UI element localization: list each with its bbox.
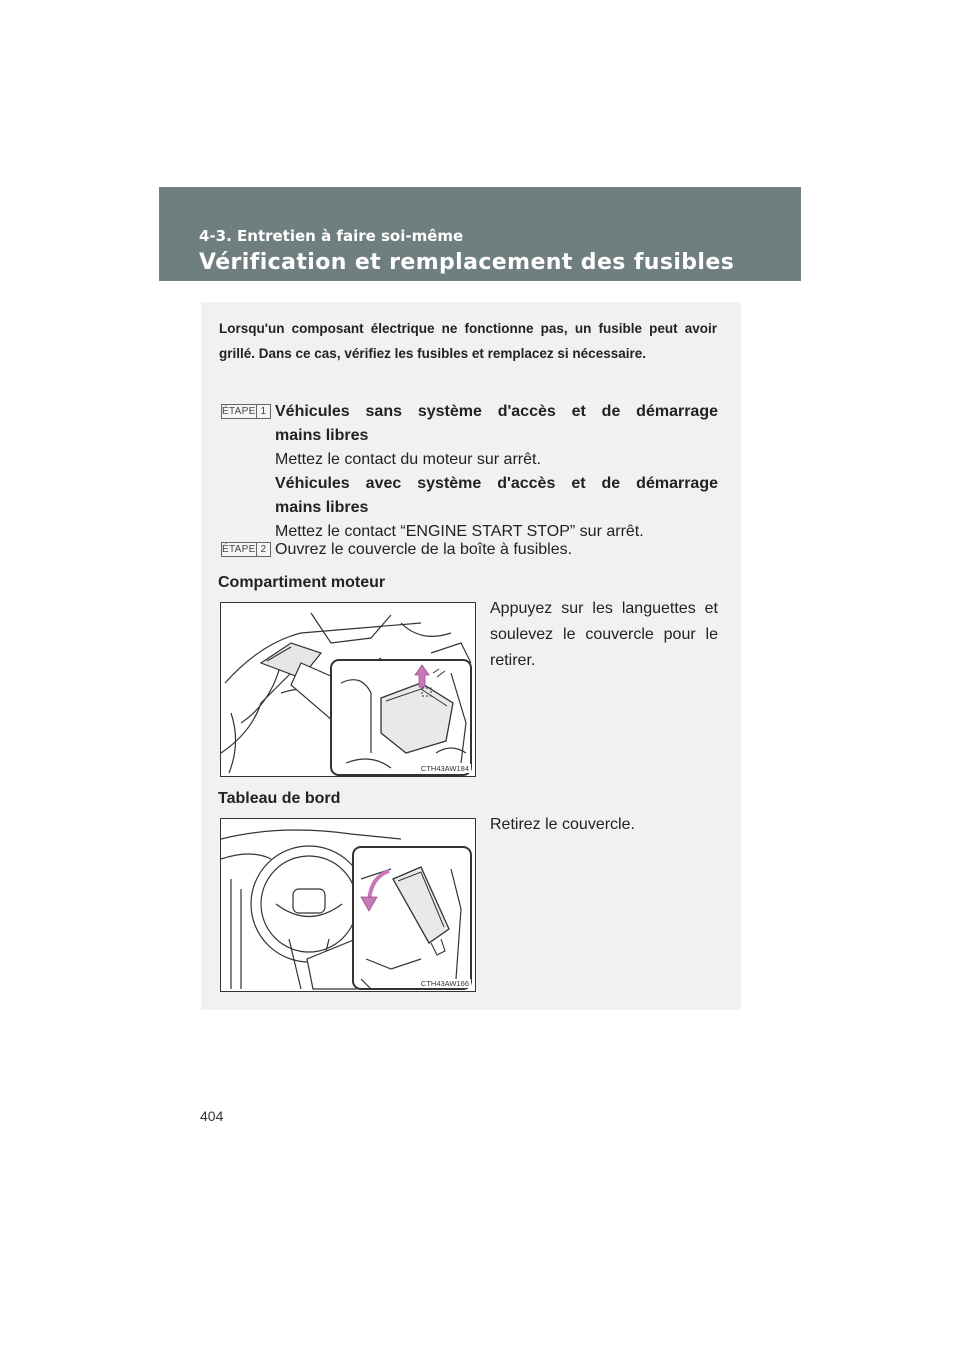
- step-badge-number: 1: [260, 406, 267, 417]
- step-1-condition-2-cont: mains libres: [275, 499, 369, 516]
- page-title: Vérification et remplacement des fusibles: [199, 250, 735, 275]
- step-2-text: Ouvrez le couvercle de la boîte à fusibles.: [275, 541, 573, 558]
- page-number: 404: [200, 1108, 224, 1124]
- step-badge-word: ÉTAPE: [222, 406, 256, 417]
- engine-caption: Appuyez sur les languettes et soulevez le couvercle pour le retirer.: [490, 600, 718, 669]
- step-1-condition-2: Véhicules avec système d'accès et de démarrage: [275, 475, 718, 492]
- section-heading-dashboard: Tableau de bord: [218, 790, 341, 807]
- figure-code: CTH43AW184: [420, 764, 469, 773]
- step-1-instruction-2: Mettez le contact “ENGINE START STOP” sur arrêt.: [275, 523, 644, 540]
- chapter-header: [159, 187, 801, 281]
- dashboard-fuse-box-figure: [220, 818, 476, 992]
- step-2-badge: [221, 542, 271, 557]
- engine-compartment-illustration: [221, 603, 476, 777]
- dashboard-caption: Retirez le couvercle.: [490, 816, 635, 833]
- step-1-text: [275, 400, 718, 544]
- intro-text: Lorsqu'un composant électrique ne fonctionne pas, un fusible peut avoir grillé. Dans ce cas, vérifiez les fusibles et remplacez si nécessaire.: [219, 321, 717, 361]
- step-1-condition-1: Véhicules sans système d'accès et de démarrage: [275, 403, 718, 420]
- step-badge-number: 2: [260, 544, 267, 555]
- step-1-instruction-1: Mettez le contact du moteur sur arrêt.: [275, 451, 541, 468]
- engine-fuse-box-figure: [220, 602, 476, 777]
- section-label: 4-3. Entretien à faire soi-même: [199, 227, 464, 245]
- step-badge-word: ÉTAPE: [222, 544, 256, 555]
- dashboard-illustration: [221, 819, 476, 992]
- step-1-condition-1-cont: mains libres: [275, 427, 369, 444]
- step-1-badge: [221, 404, 271, 419]
- content-panel: [201, 302, 741, 1010]
- figure-code: CTH43AW166: [420, 979, 469, 988]
- section-heading-engine: Compartiment moteur: [218, 574, 386, 591]
